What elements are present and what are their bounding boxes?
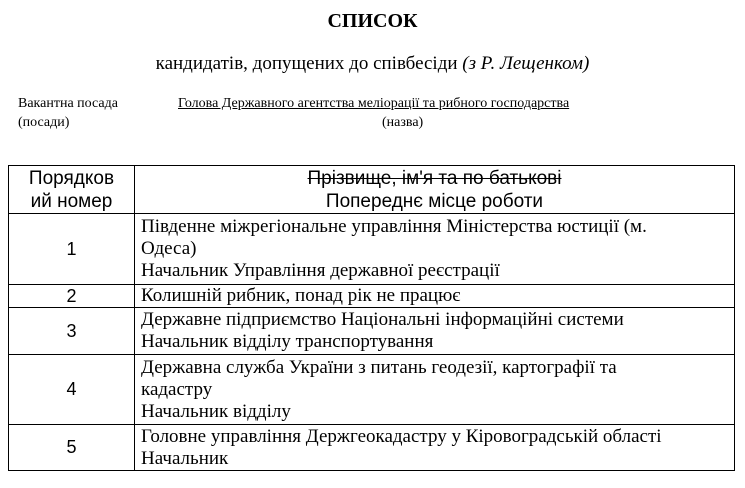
vacancy-value: Голова Державного агентства меліорації та рибного господарства — [178, 96, 570, 111]
vacancy-caption: (назва) — [382, 115, 424, 130]
row-info — [135, 425, 735, 471]
header-name-struck: Прізвище, ім'я та по батькові — [307, 167, 562, 189]
row-line: Начальник Управління державної реєстрації — [141, 260, 500, 281]
table-row — [9, 214, 735, 285]
row-line: Начальник — [141, 447, 229, 469]
header-info-cell — [135, 166, 735, 214]
row-number: 1 — [9, 214, 135, 285]
table-row — [9, 355, 735, 425]
table-row — [9, 425, 735, 471]
header-number-cell — [9, 166, 135, 214]
vacancy-label — [18, 94, 118, 132]
subtitle-main: кандидатів, допущених до співбесіди — [155, 53, 458, 74]
row-line: Начальник відділу транспортування — [141, 331, 434, 352]
row-number: 5 — [9, 425, 135, 471]
row-number: 4 — [9, 355, 135, 425]
header-number-line1: Порядков — [28, 167, 115, 189]
row-line: Головне управління Держгеокадастру у Кіровоградській області — [141, 425, 662, 447]
row-number: 3 — [9, 308, 135, 355]
row-line: Начальник відділу — [141, 400, 291, 422]
row-line: Одеса) — [141, 238, 197, 259]
row-info — [135, 285, 735, 308]
row-info — [135, 308, 735, 355]
header-number-line2: ий номер — [30, 190, 113, 212]
row-info — [135, 355, 735, 425]
document-title: СПИСОК — [327, 10, 418, 32]
document-subtitle — [0, 53, 745, 75]
table-row — [9, 285, 735, 308]
subtitle-interviewer: (з Р. Лещенком) — [462, 53, 590, 74]
row-info — [135, 214, 735, 285]
row-line: кадастру — [141, 378, 213, 400]
row-line: Державна служба України з питань геодезії, картографії та — [141, 356, 617, 378]
row-line: Державне підприємство Національні інформаційні системи — [141, 309, 624, 330]
candidates-table — [8, 165, 735, 471]
header-workplace: Попереднє місце роботи — [325, 190, 544, 212]
vacancy-label-line2: (посади) — [18, 115, 70, 130]
row-line: Колишній рибник, понад рік не працює — [141, 285, 461, 306]
row-number: 2 — [9, 285, 135, 308]
table-header-row — [9, 166, 735, 214]
vacancy-label-line1: Вакантна посада — [18, 96, 118, 111]
row-line: Південне міжрегіональне управління Міністерства юстиції (м. — [141, 216, 647, 237]
table-row — [9, 308, 735, 355]
